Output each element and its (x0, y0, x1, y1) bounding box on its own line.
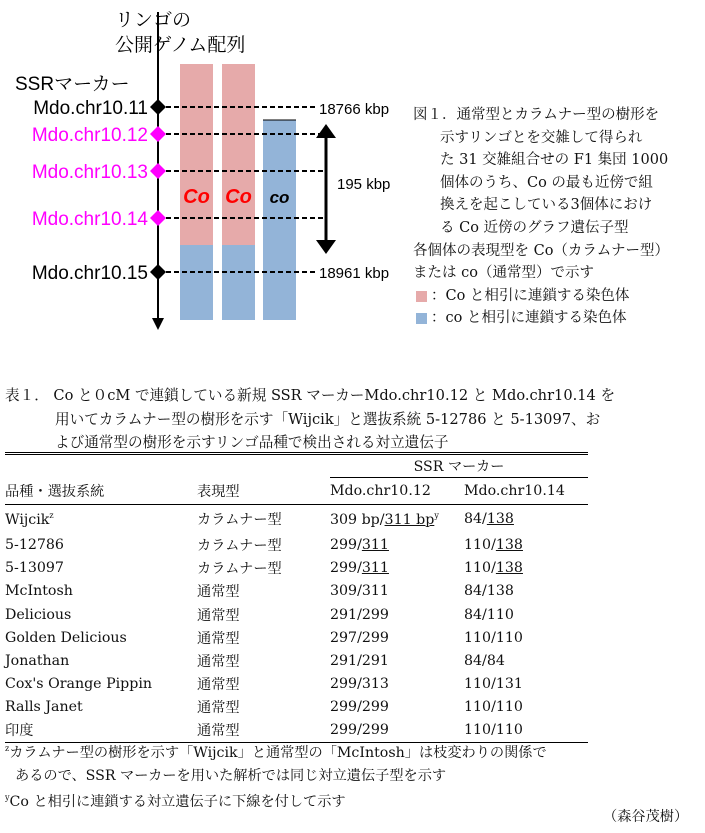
legend-text: ：co と相引に連鎖する染色体 (431, 310, 627, 327)
marker12-cell (330, 580, 464, 603)
allele-value: 291/291 (330, 653, 389, 670)
phenotype-cell (197, 626, 330, 649)
cultivar-name: 5-13097 (5, 560, 64, 577)
table-title-line: 用いてカラムナー型の樹形を示す「Wijcik」と選抜系統 5-12786 と 5-13097、お (55, 410, 601, 428)
genome-axis-arrowhead (152, 318, 164, 330)
cultivar-cell (5, 603, 197, 626)
chromosome-top-segment (263, 64, 296, 120)
marker12-cell (330, 696, 464, 719)
cultivar-name: Jonathan (5, 653, 70, 670)
marker-diamond (150, 163, 166, 179)
caption-line: る Co 近傍のグラフ遺伝子型 (440, 219, 629, 236)
ssr-allele-table (5, 452, 588, 743)
caption-line: 示すリンゴとを交雑して得られ (440, 129, 643, 146)
phenotype-value: 通常型 (197, 700, 240, 717)
marker14-cell (464, 696, 588, 719)
figure-caption (413, 104, 703, 330)
marker12-cell (330, 534, 464, 557)
marker-label: Mdo.chr10.11 (33, 98, 148, 119)
phenotype-cell (197, 649, 330, 672)
cultivar-name: Golden Delicious (5, 629, 127, 646)
note-mark: z (5, 744, 10, 753)
note-mark: y (5, 793, 10, 802)
note-z-continued (5, 765, 547, 788)
cultivar-name: Cox's Orange Pippin (5, 676, 153, 693)
allele-value: 297/299 (330, 629, 389, 646)
allele-value: 110/110 (464, 699, 523, 716)
allele-value: 110/131 (464, 676, 523, 693)
marker12-cell (330, 673, 464, 696)
phenotype-cell (197, 603, 330, 626)
allele-underlined: 311 bp (384, 511, 435, 528)
phenotype-cell (197, 534, 330, 557)
cultivar-cell (5, 534, 197, 557)
header-marker-12: Mdo.chr10.12 (330, 483, 431, 499)
note-text: Co と相引に連鎖する対立遺伝子に下線を付して示す (9, 794, 346, 810)
ssr-group-header: SSR マーカー (330, 454, 588, 478)
table-row (5, 626, 588, 649)
caption-note-line: 各個体の表現型を Co（カラムナー型） (413, 242, 669, 259)
allele-value: 309/311 (330, 583, 389, 600)
genotype-label: Co (225, 186, 252, 208)
caption-note-line: または co（通常型）で示す (413, 265, 594, 282)
header-cultivar: 品種・選抜系統 (5, 483, 105, 500)
cultivar-name: Delicious (5, 606, 72, 623)
interval-arrow-down (316, 240, 336, 254)
cultivar-name: McIntosh (5, 583, 73, 600)
marker-header: SSRマーカー (15, 74, 130, 95)
phenotype-value: 通常型 (197, 654, 240, 671)
position-bottom-label: 18961 kbp (319, 265, 390, 282)
genotype-label: Co (183, 186, 210, 208)
allele-value: 84/84 (464, 653, 505, 670)
table-row (5, 603, 588, 626)
legend-co (413, 307, 703, 330)
note-text: あるので、SSR マーカーを用いた解析では同じ対立遺伝子型を示す (15, 767, 447, 784)
allele-value: 84/138 (464, 583, 514, 600)
table-row (5, 696, 588, 719)
genome-title-line-2: 公開ゲノム配列 (115, 35, 246, 56)
allele-value: 291/299 (330, 606, 389, 623)
cultivar-cell (5, 505, 197, 534)
marker14-cell (464, 603, 588, 626)
allele-value: 299/299 (330, 722, 389, 739)
cultivar-cell (5, 626, 197, 649)
table-notes (5, 738, 547, 814)
cultivar-name: Ralls Janet (5, 699, 83, 716)
caption-line: 図１．通常型とカラムナー型の樹形を (413, 107, 660, 123)
allele-value: 110/ (464, 537, 496, 554)
table-row (5, 580, 588, 603)
phenotype-value: 通常型 (197, 584, 240, 601)
marker12-cell (330, 649, 464, 672)
allele-underlined: 311 (361, 560, 389, 577)
genotype-label: co (269, 188, 290, 207)
legend-swatch-blue (416, 313, 427, 324)
allele-underlined: 138 (486, 511, 514, 528)
legend-swatch-pink (416, 291, 427, 302)
note-y (5, 787, 547, 814)
table-row (5, 557, 588, 580)
header-marker-14: Mdo.chr10.14 (464, 483, 565, 499)
table-row (5, 505, 588, 534)
cultivar-cell (5, 557, 197, 580)
marker14-cell (464, 557, 588, 580)
caption-line: 換えを起こしている3個体におけ (440, 197, 653, 214)
phenotype-value: 通常型 (197, 723, 240, 740)
allele-value: 299/313 (330, 676, 389, 693)
table-row (5, 534, 588, 557)
legend-Co (413, 285, 703, 308)
interval-arrow-up (316, 124, 336, 138)
marker14-cell (464, 626, 588, 649)
marker12-cell (330, 505, 464, 534)
marker-label: Mdo.chr10.13 (31, 162, 148, 183)
allele-value: 110/110 (464, 722, 523, 739)
allele-value: 84/110 (464, 606, 514, 623)
table-row (5, 673, 588, 696)
allele-value: 299/ (330, 537, 362, 554)
allele-value: 110/110 (464, 629, 523, 646)
table-row (5, 649, 588, 672)
genotype-figure (0, 0, 705, 340)
position-top-label: 18766 kbp (319, 101, 390, 118)
allele-value: 110/ (464, 560, 496, 577)
footnote-mark: y (434, 510, 439, 520)
cultivar-cell (5, 696, 197, 719)
chromosome-bottom-segment (222, 245, 255, 320)
marker14-cell (464, 649, 588, 672)
cultivar-name: 印度 (5, 723, 34, 740)
chromosome-bottom-segment (263, 120, 296, 320)
cultivar-name: Wijcik (5, 511, 50, 528)
note-text: カラムナー型の樹形を示す「Wijcik」と通常型の「McIntosh」は枝変わりの関係で (9, 745, 547, 761)
cultivar-name: 5-12786 (5, 537, 64, 554)
marker12-cell (330, 557, 464, 580)
marker-diamond (150, 99, 166, 115)
cultivar-cell (5, 580, 197, 603)
legend-text: ：Co と相引に連鎖する染色体 (431, 287, 630, 304)
marker14-cell (464, 673, 588, 696)
phenotype-cell (197, 505, 330, 534)
phenotype-cell (197, 557, 330, 580)
allele-underlined: 138 (495, 560, 523, 577)
phenotype-value: 通常型 (197, 677, 240, 694)
allele-value: 299/299 (330, 699, 389, 716)
footnote-mark: z (49, 510, 54, 520)
marker14-cell (464, 505, 588, 534)
allele-value: 84/ (464, 511, 487, 528)
allele-underlined: 311 (361, 537, 389, 554)
phenotype-cell (197, 580, 330, 603)
marker12-cell (330, 626, 464, 649)
marker-diamond (150, 126, 166, 142)
note-z (5, 738, 547, 765)
phenotype-value: 通常型 (197, 607, 240, 624)
phenotype-value: カラムナー型 (197, 512, 282, 529)
cultivar-cell (5, 649, 197, 672)
header-phenotype: 表現型 (197, 483, 240, 500)
table-title (5, 384, 705, 455)
allele-value: 309 bp/ (330, 511, 385, 528)
table-title-line: 表１． Co と０cM で連鎖している新規 SSR マーカーMdo.chr10.12 と Mdo.chr10.14 を (5, 387, 616, 404)
phenotype-value: カラムナー型 (197, 561, 282, 578)
caption-line: 個体のうち、Co の最も近傍で組 (440, 174, 653, 191)
author: （森谷茂樹） (603, 809, 689, 825)
phenotype-cell (197, 696, 330, 719)
marker-label: Mdo.chr10.12 (31, 125, 148, 146)
marker14-cell (464, 580, 588, 603)
marker-label: Mdo.chr10.15 (31, 263, 148, 284)
marker12-cell (330, 603, 464, 626)
marker-label: Mdo.chr10.14 (31, 209, 148, 230)
chromosome-bottom-segment (180, 245, 213, 320)
cultivar-cell (5, 673, 197, 696)
phenotype-value: カラムナー型 (197, 538, 282, 555)
table-title-line: よび通常型の樹形を示すリンゴ品種で検出される対立遺伝子 (55, 434, 449, 451)
allele-value: 299/ (330, 560, 362, 577)
genome-title-line-1: リンゴの (115, 10, 192, 31)
allele-underlined: 138 (495, 537, 523, 554)
interval-label: 195 kbp (337, 176, 391, 193)
marker-diamond (150, 264, 166, 280)
marker-diamond (150, 210, 166, 226)
marker14-cell (464, 534, 588, 557)
phenotype-cell (197, 673, 330, 696)
caption-line: た 31 交雑組合せの F1 集団 1000 (440, 152, 669, 169)
phenotype-value: 通常型 (197, 630, 240, 647)
